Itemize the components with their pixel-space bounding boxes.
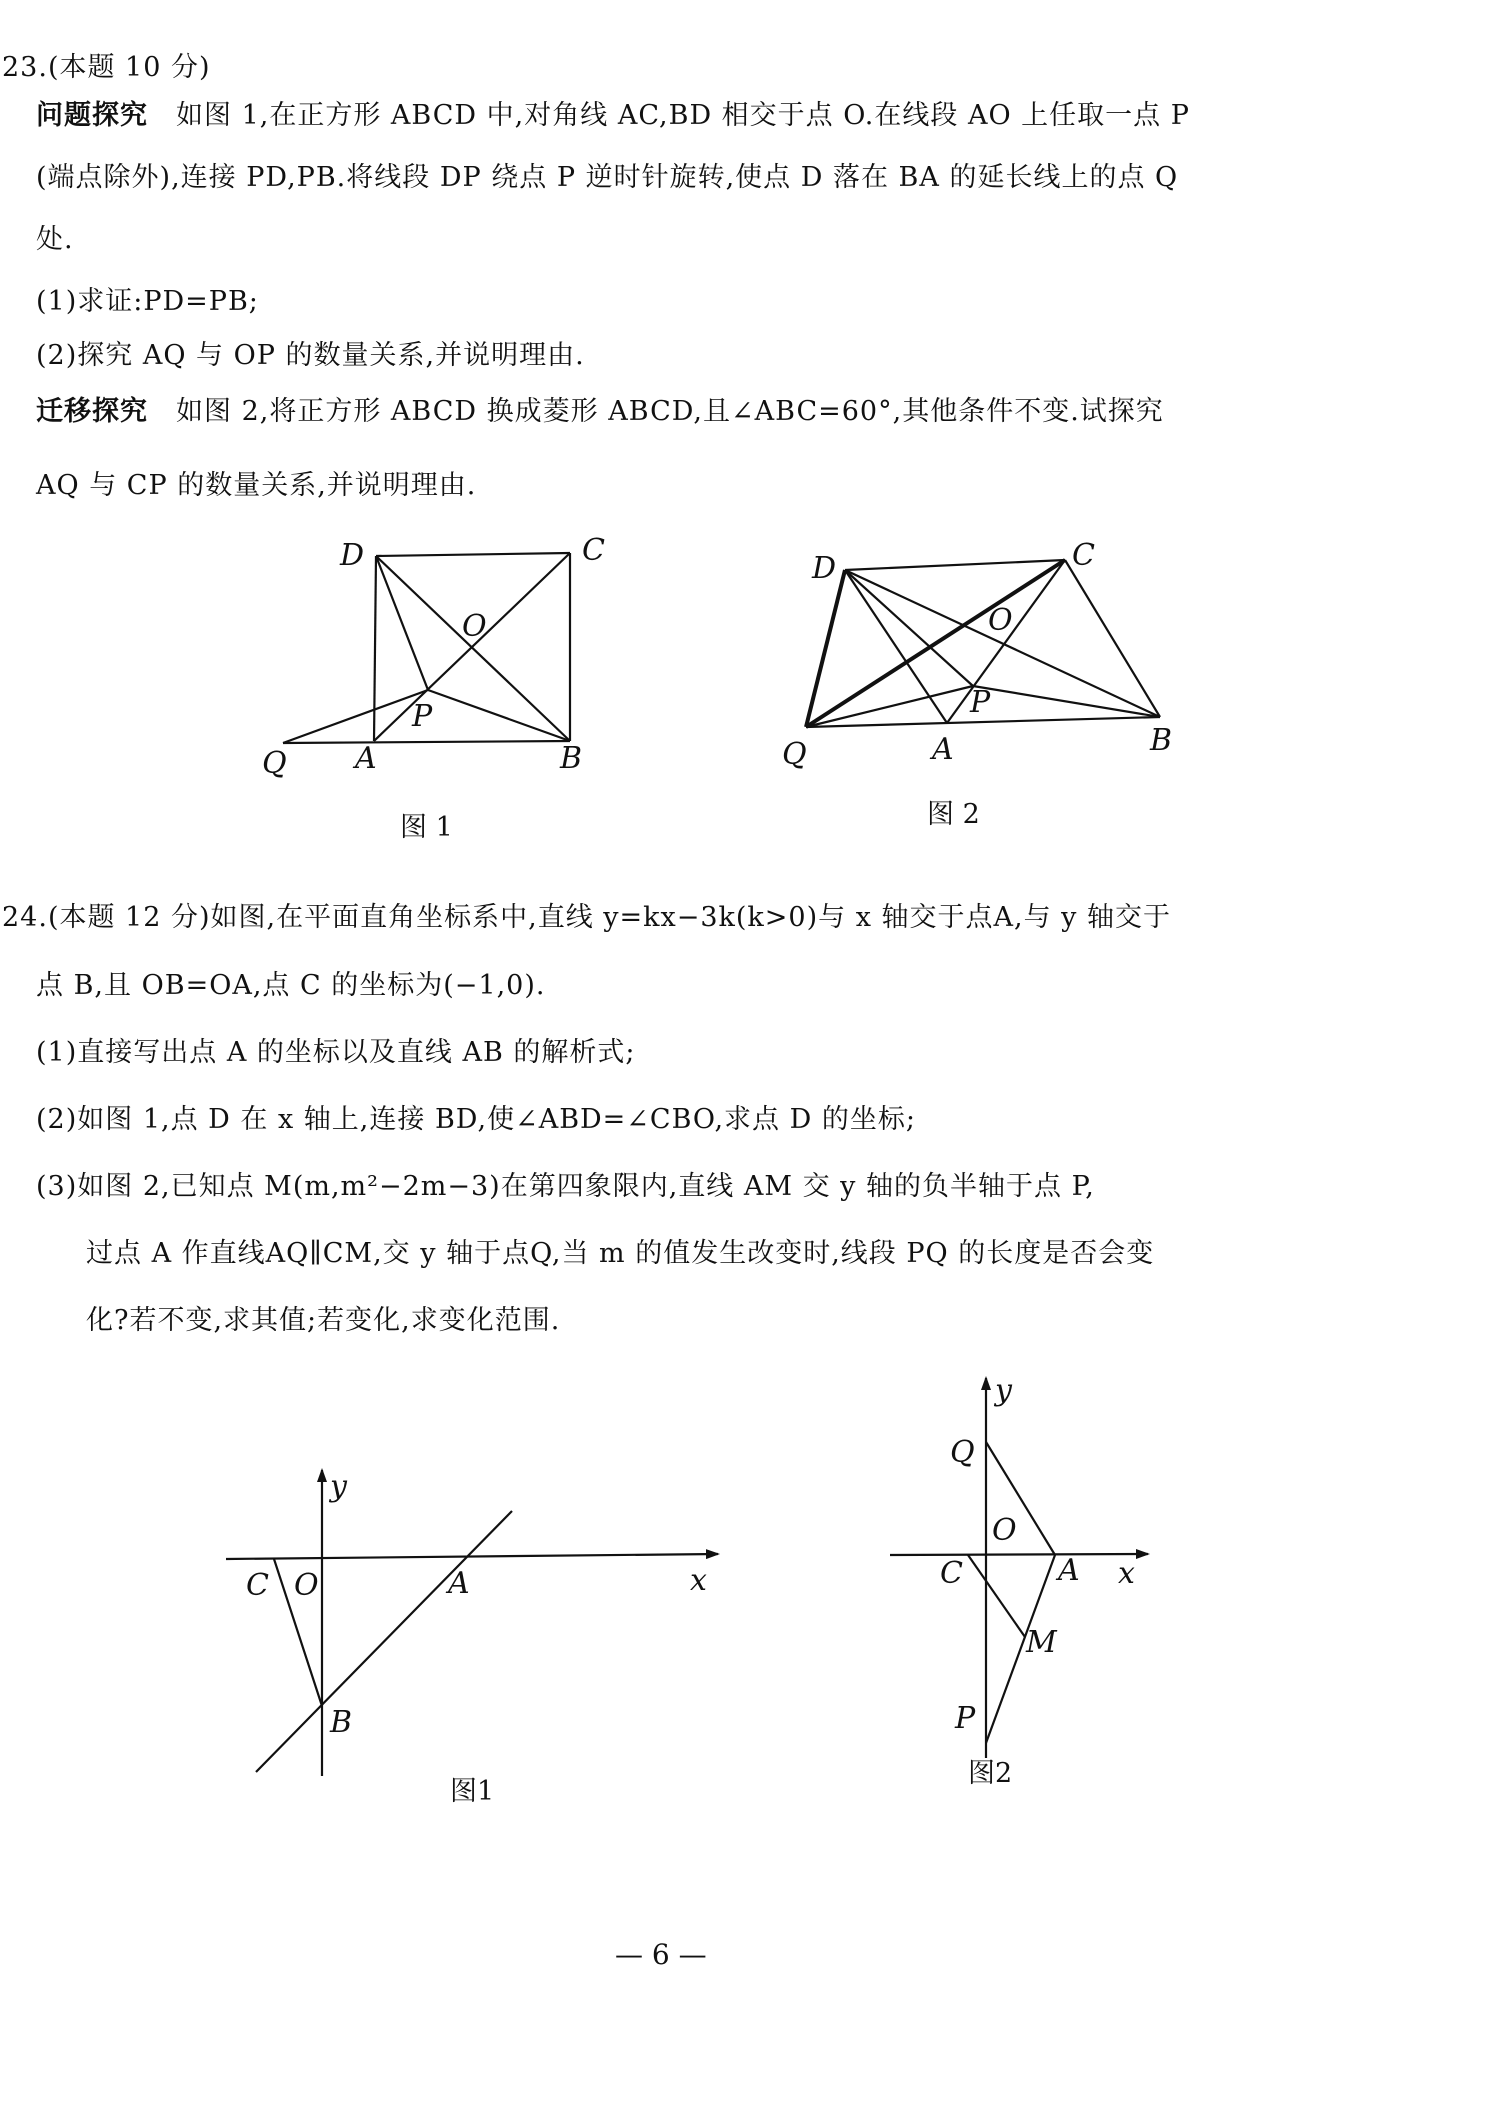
- fig2-segment-qp: [806, 686, 973, 727]
- q24-fig2-segment-cm: [968, 1555, 1025, 1637]
- q23-text-5: AQ 与 CP 的数量关系,并说明理由.: [36, 470, 477, 501]
- fig2-diagonal-db: [845, 570, 1160, 717]
- q24-fig1-label-c: C: [246, 1568, 269, 1603]
- fig1-label-c: C: [582, 533, 605, 568]
- q24-sub-2: (2)如图 1,点 D 在 x 轴上,连接 BD,使∠ABD=∠CBO,求点 D 的坐标;: [36, 1104, 916, 1135]
- fig2-line-qb: [806, 717, 1160, 727]
- q24-fig1-label-b: B: [330, 1705, 353, 1740]
- q24-fig2-x-axis: [890, 1554, 1148, 1555]
- q23-paragraph-1: [36, 96, 1190, 136]
- q24-fig1-segment-cb: [274, 1559, 322, 1706]
- fig1-diagonal-db: [376, 556, 570, 741]
- q24-fig2-caption: 图2: [968, 1758, 1013, 1789]
- fig2-label-q: Q: [782, 737, 807, 772]
- fig2-segment-dp: [845, 570, 973, 686]
- q23-text-3: 处.: [36, 224, 74, 255]
- q23-sub-2: (2)探究 AQ 与 OP 的数量关系,并说明理由.: [36, 340, 585, 371]
- q24-fig2-segment-qa: [986, 1442, 1055, 1555]
- q24-fig1-label-a: A: [448, 1566, 470, 1601]
- q23-fig2-caption: 图 2: [927, 799, 980, 830]
- fig2-segment-qc: [806, 560, 1065, 727]
- fig2-label-a: A: [932, 732, 954, 767]
- fig1-label-a: A: [355, 741, 377, 776]
- q23-number: 23.(本题 10 分): [2, 52, 211, 83]
- fig1-label-d: D: [340, 538, 365, 573]
- fig2-label-o: O: [988, 603, 1013, 638]
- q24-fig1-label-x: x: [690, 1563, 707, 1598]
- q23-paragraph-2: [36, 392, 1164, 432]
- q23-text-2: (端点除外),连接 PD,PB.将线段 DP 绕点 P 逆时针旋转,使点 D 落在 BA 的延长线上的点 Q: [36, 162, 1179, 193]
- q23-text-1: 如图 1,在正方形 ABCD 中,对角线 AC,BD 相交于点 O.在线段 AO 上任取一点 P: [176, 100, 1190, 131]
- q24-fig2-label-m: M: [1026, 1625, 1057, 1660]
- fig1-line-qb: [283, 741, 570, 743]
- q24-sub-1: (1)直接写出点 A 的坐标以及直线 AB 的解析式;: [36, 1037, 636, 1068]
- fig2-label-d: D: [812, 551, 837, 586]
- fig1-side-da: [374, 556, 376, 741]
- fig2-side-da: [845, 570, 947, 723]
- fig2-label-c: C: [1072, 538, 1095, 573]
- q24-fig2-label-a: A: [1058, 1553, 1080, 1588]
- fig1-side-dc: [376, 553, 570, 556]
- q23-sub-1: (1)求证:PD=PB;: [36, 286, 259, 317]
- q24-fig1-label-y: y: [330, 1469, 347, 1504]
- q24-text-2: 点 B,且 OB=OA,点 C 的坐标为(−1,0).: [36, 970, 546, 1001]
- q24-sub-3b: 过点 A 作直线AQ∥CM,交 y 轴于点Q,当 m 的值发生改变时,线段 PQ 的长度是否会变: [86, 1238, 1155, 1269]
- fig1-label-q: Q: [262, 746, 287, 781]
- fig2-diagonal-ac: [947, 560, 1065, 723]
- q24-fig2-label-o: O: [992, 1513, 1017, 1548]
- fig2-label-p: P: [970, 685, 991, 720]
- q24-sub-3a: (3)如图 2,已知点 M(m,m²−2m−3)在第四象限内,直线 AM 交 y 轴的负半轴于点 P,: [36, 1171, 1095, 1202]
- q24-fig2-label-x: x: [1118, 1556, 1135, 1591]
- q23-fig1-caption: 图 1: [400, 812, 453, 843]
- q23-heading-transfer: 迁移探究: [36, 396, 148, 427]
- q24-fig2-segment-ap: [986, 1555, 1055, 1743]
- q24-text-1: 24.(本题 12 分)如图,在平面直角坐标系中,直线 y=kx−3k(k>0)与 x 轴交于点A,与 y 轴交于: [2, 902, 1172, 933]
- q24-fig2-label-p: P: [955, 1701, 976, 1736]
- fig1-label-b: B: [560, 741, 583, 776]
- q23-heading-problem: 问题探究: [36, 100, 148, 131]
- fig2-segment-qd: [806, 570, 845, 727]
- fig2-side-dc: [845, 560, 1065, 570]
- q24-fig1-line-ab: [256, 1511, 512, 1772]
- fig2-label-b: B: [1150, 723, 1173, 758]
- fig1-diagonal-ac: [374, 553, 570, 741]
- fig2-segment-pb: [973, 686, 1160, 717]
- fig2-side-cb: [1065, 560, 1160, 717]
- q24-fig2-label-c: C: [940, 1556, 963, 1591]
- q24-fig2-label-q: Q: [950, 1435, 975, 1470]
- page-number: — 6 —: [615, 1938, 707, 1971]
- fig1-label-o: O: [462, 609, 487, 644]
- q24-fig1-label-o: O: [294, 1568, 319, 1603]
- q24-fig2-label-y: y: [995, 1373, 1012, 1408]
- q24-fig1-x-axis: [226, 1554, 718, 1559]
- q24-sub-3c: 化?若不变,求其值;若变化,求变化范围.: [86, 1305, 561, 1336]
- fig1-segment-dp: [376, 556, 428, 690]
- q24-fig1-caption: 图1: [450, 1776, 495, 1807]
- q23-text-4: 如图 2,将正方形 ABCD 换成菱形 ABCD,且∠ABC=60°,其他条件不变.试探究: [176, 396, 1164, 427]
- fig1-segment-pb: [428, 690, 570, 741]
- fig1-segment-qp: [283, 690, 428, 743]
- fig1-label-p: P: [412, 699, 433, 734]
